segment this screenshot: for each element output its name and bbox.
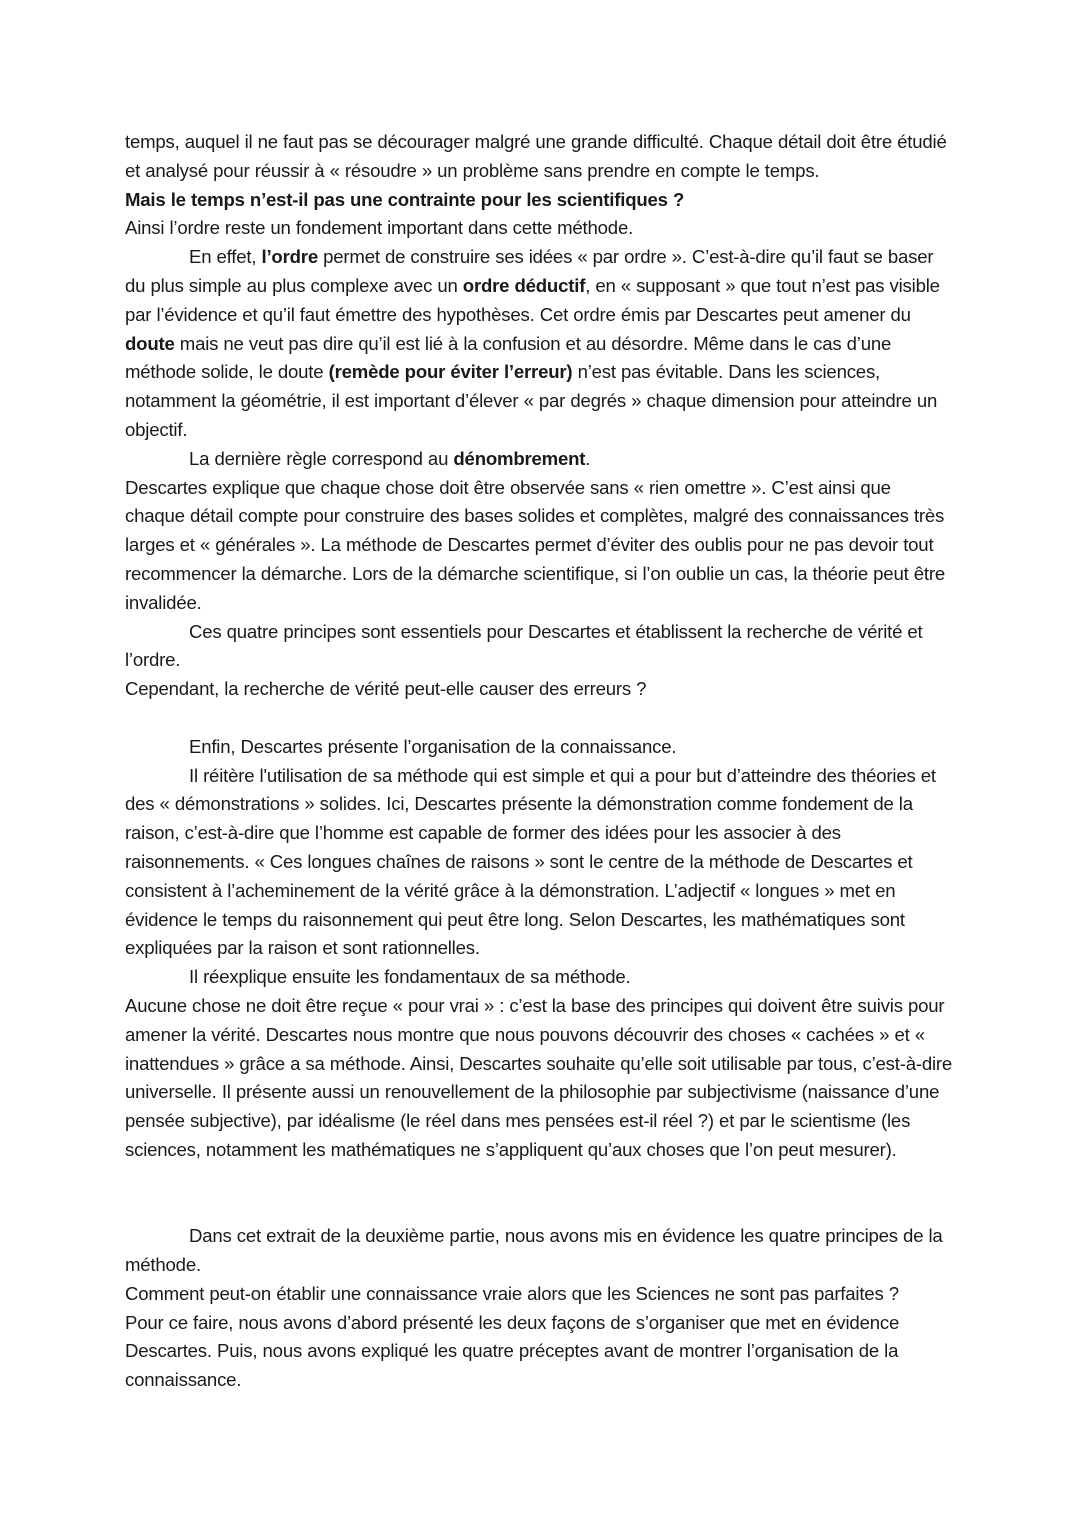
paragraph bbox=[125, 186, 953, 215]
bold-text-run: (remède pour éviter l’erreur) bbox=[328, 361, 573, 383]
paragraph bbox=[125, 445, 953, 474]
paragraph bbox=[125, 1222, 953, 1280]
paragraph bbox=[125, 243, 953, 445]
paragraph bbox=[125, 963, 953, 992]
text-run: La dernière règle correspond au bbox=[189, 447, 454, 469]
text-run: Dans cet extrait de la deuxième partie, nous avons mis en évidence les quatre principes de la méthode. bbox=[125, 1225, 943, 1276]
text-run: temps, auquel il ne faut pas se décourager malgré une grande difficulté. Chaque détail doit être étudié et analysé pour réussir à « résoudre » un problème sans prendre en compte le temps. bbox=[125, 131, 947, 181]
text-run: mais ne veut pas dire qu’il est lié à la confusion et au désordre. Même dans le cas d’une méthode solide, le doute bbox=[125, 332, 892, 383]
paragraph bbox=[125, 675, 953, 704]
paragraph bbox=[125, 733, 953, 762]
text-run: Comment peut-on établir une connaissance vraie alors que les Sciences ne sont pas parfaites ? bbox=[125, 1282, 899, 1304]
paragraph bbox=[125, 474, 953, 618]
paragraph bbox=[125, 128, 953, 186]
blank-line bbox=[125, 1193, 953, 1222]
text-run: En effet, bbox=[189, 246, 262, 268]
text-run: . bbox=[585, 447, 591, 469]
paragraph bbox=[125, 1309, 953, 1395]
text-run: Pour ce faire, nous avons d’abord présenté les deux façons de s’organiser que met en évidence Descartes. Puis, nous avons expliqué les quatre préceptes avant de montrer l’organisation de la connaissance. bbox=[125, 1311, 900, 1391]
document-body bbox=[125, 128, 953, 1395]
blank-line bbox=[125, 1165, 953, 1194]
paragraph bbox=[125, 992, 953, 1165]
paragraph bbox=[125, 762, 953, 964]
text-run: Aucune chose ne doit être reçue « pour vrai » : c’est la base des principes qui doivent être suivis pour amener la vérité. Descartes nous montre que nous pouvons découvrir des choses « cachées » et « inattendues » grâce a sa méthode. Ainsi, Descartes souhaite qu’elle soit utilisable par tous, c’est-à-dire universelle. Il présente aussi un renouvellement de la philosophie par subjectivisme (naissance d’une pensée subjective), par idéalisme (le réel dans mes pensées est-il réel ?) et par le scientisme (les sciences, notamment les mathématiques ne s’appliquent qu’aux choses que l’on peut mesurer). bbox=[125, 994, 953, 1160]
text-run: Ces quatre principes sont essentiels pour Descartes et établissent la recherche de vérité et l’ordre. bbox=[125, 620, 923, 671]
bold-text-run: dénombrement bbox=[453, 447, 586, 469]
bold-text-run: doute bbox=[125, 332, 175, 354]
bold-text-run: Mais le temps n’est-il pas une contrainte pour les scientifiques ? bbox=[125, 188, 685, 210]
text-run: Cependant, la recherche de vérité peut-elle causer des erreurs ? bbox=[125, 678, 647, 700]
text-run: n’est pas évitable. Dans les sciences, notamment la géométrie, il est important d’élever « par degrés » chaque dimension pour atteindre un objectif. bbox=[125, 361, 938, 440]
paragraph bbox=[125, 1280, 953, 1309]
paragraph bbox=[125, 618, 953, 676]
text-run: , en « supposant » que tout n’est pas visible par l’évidence et qu’il faut émettre des hypothèses. Cet ordre émis par Descartes peut amener du bbox=[125, 274, 940, 325]
text-run: Descartes explique que chaque chose doit être observée sans « rien omettre ». C’est ainsi que chaque détail compte pour construire des bases solides et complètes, malgré des connaissances très larges et « générales ». La méthode de Descartes permet d’éviter des oublis pour ne pas devoir tout recommencer la démarche. Lors de la démarche scientifique, si l’on oublie un cas, la théorie peut être invalidée. bbox=[125, 476, 945, 613]
text-run: Il réexplique ensuite les fondamentaux de sa méthode. bbox=[189, 966, 631, 988]
blank-line bbox=[125, 704, 953, 733]
paragraph bbox=[125, 214, 953, 243]
bold-text-run: l’ordre bbox=[261, 246, 318, 268]
text-run: Ainsi l’ordre reste un fondement important dans cette méthode. bbox=[125, 217, 634, 239]
text-run: Il réitère l'utilisation de sa méthode qui est simple et qui a pour but d’atteindre des théories et des « démonstrations » solides. Ici, Descartes présente la démonstration comme fondement de la raison, c’est-à-dire que l’homme est capable de former des idées pour les associer à des raisonnements. « Ces longues chaînes de raisons » sont le centre de la méthode de Descartes et consistent à l’acheminement de la vérité grâce à la démonstration. L’adjectif « longues » met en évidence le temps du raisonnement qui peut être long. Selon Descartes, les mathématiques sont expliquées par la raison et sont rationnelles. bbox=[125, 764, 936, 959]
text-run: permet de construire ses idées « par ordre ». C’est-à-dire qu’il faut se baser du plus simple au plus complexe avec un bbox=[125, 246, 934, 296]
text-run: Enfin, Descartes présente l’organisation de la connaissance. bbox=[189, 735, 677, 757]
bold-text-run: ordre déductif bbox=[462, 274, 586, 296]
